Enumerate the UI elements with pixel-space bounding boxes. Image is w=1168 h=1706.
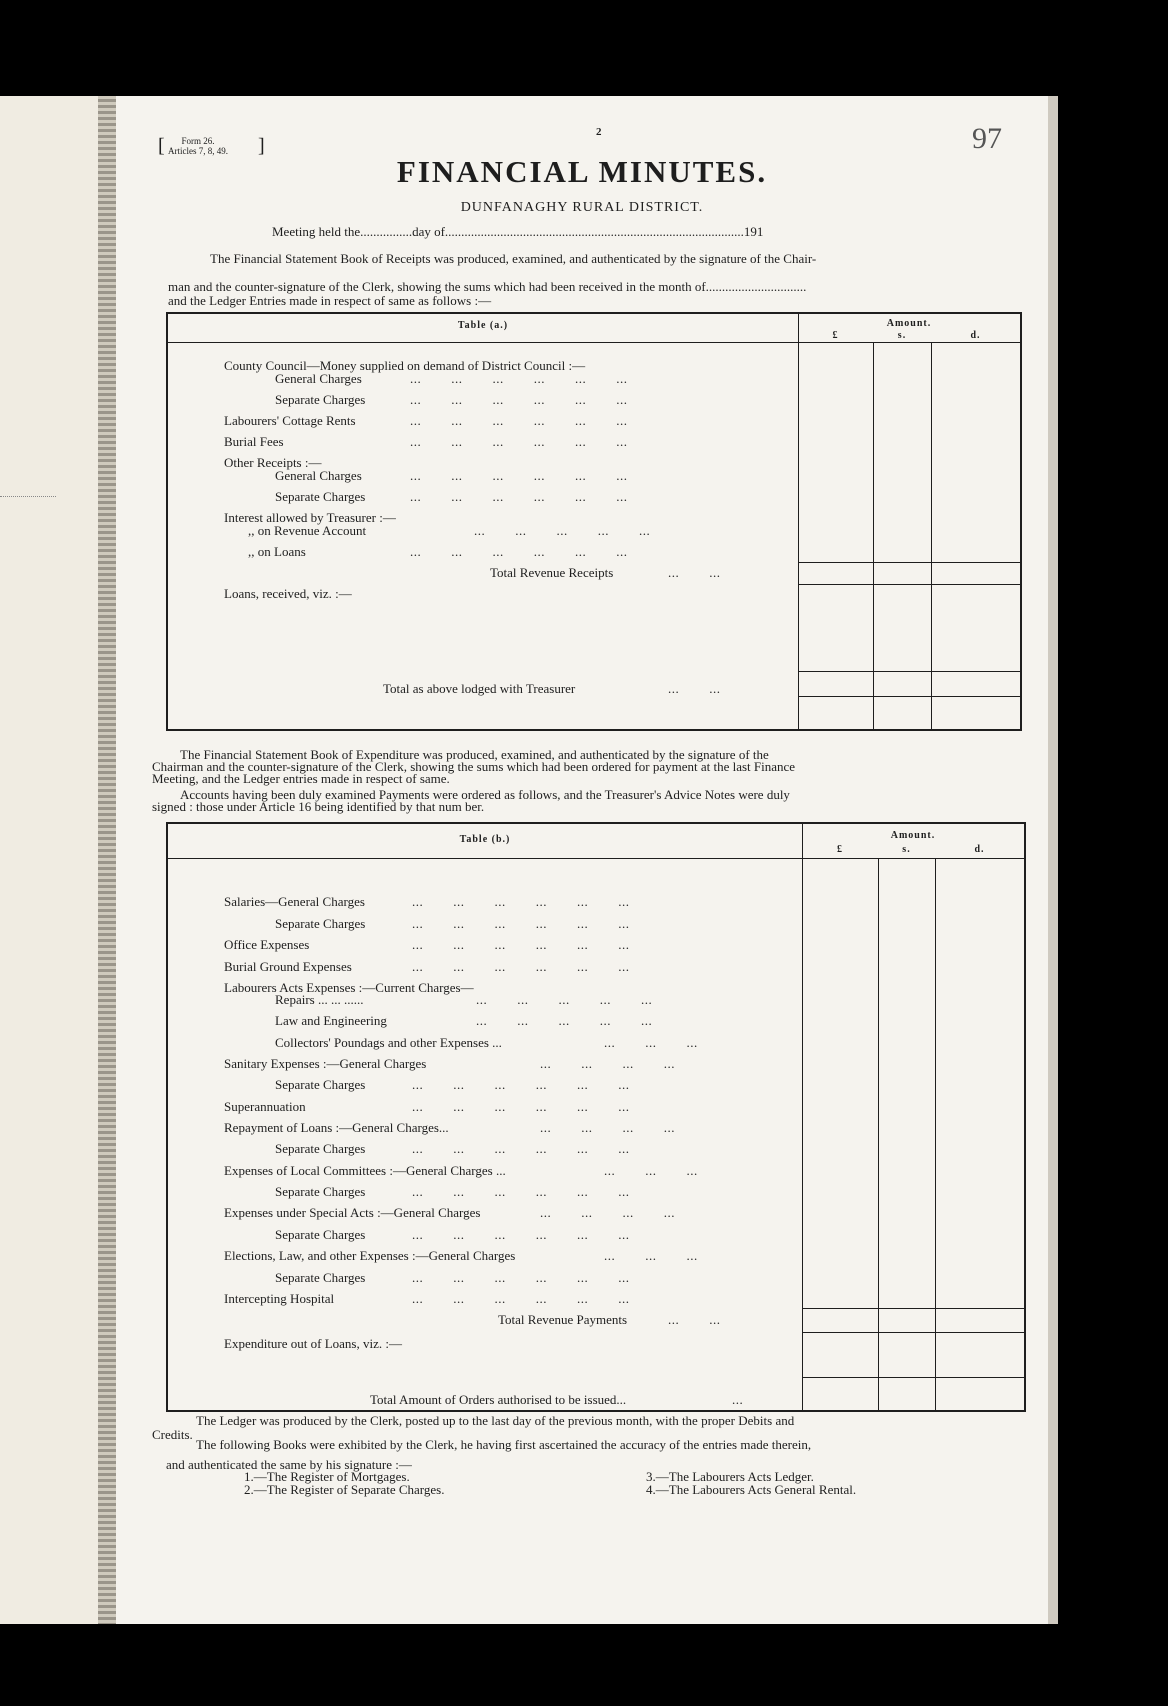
table-b-row-sanitary-separate: Separate Charges [275,1077,366,1092]
table-b-row-intercepting-hospital: Intercepting Hospital [224,1291,335,1306]
table-b-leader-dots: ... ... ... ... [540,1056,675,1071]
table-b-leader-dots: ... ... ... [604,1035,698,1050]
table-b-row-office-expenses: Office Expenses [224,937,310,952]
table-a-final-rule-1 [798,671,1020,672]
folio-number: 97 [972,122,1002,155]
expenditure-intro-line2: Chairman and the counter-signature of the Clerk, showing the sums which had been ordered for payment at the last Finance [152,759,796,774]
table-b-col-pounds: £ [837,844,843,855]
table-a-amount-divider [798,314,799,729]
table-b-row-sanitary: Sanitary Expenses :—General Charges [224,1056,427,1071]
table-b-leader-dots: ... ... ... ... ... ... [412,937,630,952]
table-b-leader-dots: ... ... ... ... [540,1120,675,1135]
table-a-row-interest: Interest allowed by Treasurer :— [224,510,396,525]
district-name: DUNFANAGHY RURAL DISTRICT. [460,200,704,215]
table-b-col-shillings: s. [902,844,911,855]
table-a-leader-dots: ... ... ... ... ... [474,523,651,538]
table-a-leader-dots: ... ... [668,565,721,580]
table-b-final-rule-1 [802,1377,1024,1378]
table-a-col-pounds: £ [832,330,839,341]
books-line1: The following Books were exhibited by the Clerk, he having first ascertained the accuracy of the entries made therein, [196,1437,812,1452]
expenditure-intro-line4: Accounts having been duly examined Payments were ordered as follows, and the Treasurer's Advice Notes were duly [180,787,790,802]
table-b-header-rule [168,858,1024,859]
table-a-row-county-council: County Council—Money supplied on demand of District Council :— [224,358,586,373]
table-a-title: Table (a.) [457,320,509,331]
table-a-col-pence: d. [970,330,981,341]
table-b-leader-dots: ... ... ... ... ... ... [412,1291,630,1306]
page-edge [1048,96,1058,1624]
table-b-leader-dots: ... ... ... [604,1163,698,1178]
table-b-leader-dots: ... ... ... ... ... ... [412,1227,630,1242]
table-a [166,312,1022,731]
table-a-final-rule-2 [798,696,1020,697]
table-b-row-total-orders: Total Amount of Orders authorised to be issued... [370,1392,627,1407]
table-a-row-total-lodged: Total as above lodged with Treasurer [383,681,576,696]
table-b-leader-dots: ... ... ... ... [540,1205,675,1220]
receipts-intro-line3: and the Ledger Entries made in respect of same as follows :— [168,293,492,308]
table-a-leader-dots: ... ... ... ... ... ... [410,371,628,386]
left-facing-page [0,96,98,1624]
table-b-shillings-divider [935,858,936,1410]
table-a-row-total-revenue-receipts: Total Revenue Receipts [490,565,614,580]
ledger-line2: Credits. [152,1427,193,1442]
table-b-leader-dots: ... ... ... ... ... ... [412,1077,630,1092]
table-b-row-repayment-loans: Repayment of Loans :—General Charges... [224,1120,449,1135]
expenditure-intro-line1: The Financial Statement Book of Expenditure was produced, examined, and authenticated by the signature of the [180,747,769,762]
table-b-row-special-acts: Expenses under Special Acts :—General Charges [224,1205,481,1220]
table-b-row-special-separate: Separate Charges [275,1227,366,1242]
form-articles: Articles 7, 8, 49. [168,146,228,156]
form-page [116,96,1048,1624]
expenditure-intro-line3: Meeting, and the Ledger entries made in respect of same. [152,771,450,786]
table-b-leader-dots: ... ... ... ... ... ... [412,1184,630,1199]
table-b-col-pence: d. [974,844,985,855]
table-b-leader-dots: ... ... ... ... ... ... [412,1141,630,1156]
table-b-leader-dots: ... ... [668,1312,721,1327]
table-b-row-superannuation: Superannuation [224,1099,306,1114]
table-a-row-burial-fees: Burial Fees [224,434,284,449]
table-a-leader-dots: ... ... ... ... ... ... [410,468,628,483]
table-a-header-rule [168,342,1020,343]
table-b-pounds-divider [878,858,879,1410]
table-b-row-repayment-separate: Separate Charges [275,1141,366,1156]
table-b-row-expenditure-loans: Expenditure out of Loans, viz. :— [224,1336,402,1351]
table-b-total-rule-2 [802,1332,1024,1333]
table-b-leader-dots: ... ... ... ... ... [476,1013,653,1028]
expenditure-intro-line5: signed : those under Article 16 being identified by that num ber. [152,799,485,814]
table-a-row-general-charges: General Charges [275,371,362,386]
table-b-row-burial-ground: Burial Ground Expenses [224,959,352,974]
table-b-leader-dots: ... [732,1392,744,1407]
table-b-row-salaries-separate: Separate Charges [275,916,366,931]
table-b-row-total-revenue-payments: Total Revenue Payments [498,1312,628,1327]
table-a-col-shillings: s. [897,330,907,341]
page-title: FINANCIAL MINUTES. [396,154,768,189]
table-b-leader-dots: ... ... ... ... ... [476,992,653,1007]
table-a-row-other-general: General Charges [275,468,362,483]
table-a-row-cottage-rents: Labourers' Cottage Rents [224,413,356,428]
table-a-leader-dots: ... ... ... ... ... ... [410,544,628,559]
left-bracket: [ [158,135,165,157]
table-a-row-revenue-account: ,, on Revenue Account [248,523,367,538]
table-b-row-committees-separate: Separate Charges [275,1184,366,1199]
table-a-row-on-loans: ,, on Loans [248,544,306,559]
table-b-row-law-engineering: Law and Engineering [275,1013,387,1028]
table-a-row-loans-received: Loans, received, viz. :— [224,586,352,601]
table-a-leader-dots: ... ... ... ... ... ... [410,392,628,407]
page-number: 2 [596,126,602,138]
book-2: 2.—The Register of Separate Charges. [244,1482,445,1497]
table-b-leader-dots: ... ... ... [604,1248,698,1263]
table-a-leader-dots: ... ... ... ... ... ... [410,434,628,449]
table-a-row-other-receipts: Other Receipts :— [224,455,322,470]
table-b [166,822,1026,1412]
table-a-leader-dots: ... ... [668,681,721,696]
table-b-row-local-committees: Expenses of Local Committees :—General Charges ... [224,1163,506,1178]
table-b-row-collectors-poundage: Collectors' Poundags and other Expenses ... [275,1035,502,1050]
left-page-dotted-line [0,496,56,497]
table-b-row-elections-separate: Separate Charges [275,1270,366,1285]
table-b-row-salaries: Salaries—General Charges [224,894,365,909]
ledger-line1: The Ledger was produced by the Clerk, posted up to the last day of the previous month, with the proper Debits and [196,1413,795,1428]
table-b-total-rule-1 [802,1308,1024,1309]
book-4: 4.—The Labourers Acts General Rental. [646,1482,857,1497]
table-a-leader-dots: ... ... ... ... ... ... [410,489,628,504]
table-b-row-labourers-acts: Labourers Acts Expenses :—Current Charges— [224,980,474,995]
table-a-total-rule-2 [798,584,1020,585]
receipts-intro-line2: man and the counter-signature of the Clerk, showing the sums which had been received in the month of............................... [168,279,807,294]
table-b-title: Table (b.) [459,834,511,845]
books-line2: and authenticated the same by his signature :— [166,1457,412,1472]
table-b-row-repairs: Repairs ... ... ...... [275,992,364,1007]
table-b-amount-divider [802,824,803,1410]
table-b-leader-dots: ... ... ... ... ... ... [412,959,630,974]
book-3: 3.—The Labourers Acts Ledger. [646,1469,814,1484]
table-b-leader-dots: ... ... ... ... ... ... [412,894,630,909]
form-number: Form 26. [181,136,215,146]
table-b-leader-dots: ... ... ... ... ... ... [412,1270,630,1285]
meeting-line: Meeting held the................day of............................................................................................191 [272,224,764,239]
table-b-amount-header: Amount. [890,830,936,841]
book-1: 1.—The Register of Mortgages. [244,1469,410,1484]
form-reference [158,135,265,157]
book-binding-spine [98,96,116,1624]
table-a-total-rule-1 [798,562,1020,563]
table-a-amount-header: Amount. [886,318,932,329]
table-b-leader-dots: ... ... ... ... ... ... [412,916,630,931]
table-a-row-other-separate: Separate Charges [275,489,366,504]
table-a-leader-dots: ... ... ... ... ... ... [410,413,628,428]
table-b-row-elections: Elections, Law, and other Expenses :—General Charges [224,1248,516,1263]
receipts-intro-line1: The Financial Statement Book of Receipts was produced, examined, and authenticated by the signature of the Chair- [210,251,817,266]
table-a-row-separate-charges: Separate Charges [275,392,366,407]
right-bracket: ] [258,135,265,157]
table-b-leader-dots: ... ... ... ... ... ... [412,1099,630,1114]
